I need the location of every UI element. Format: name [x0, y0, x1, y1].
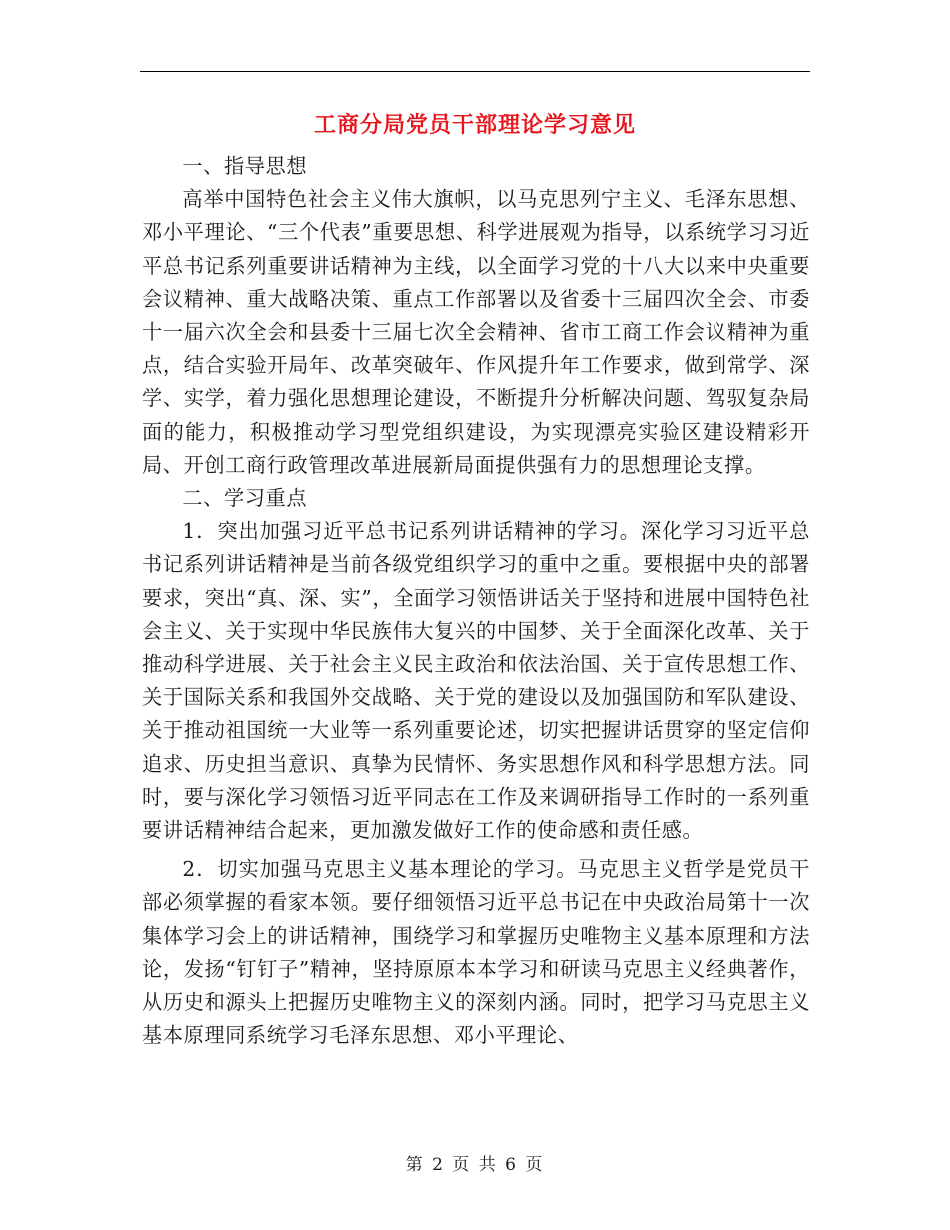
section-heading-guiding-ideology: 一、指导思想	[182, 154, 308, 178]
paragraph-study-item-1: 1．突出加强习近平总书记系列讲话精神的学习。深化学习习近平总书记系列讲话精神是当前各级党组织学习的重中之重。要根据中央的部署要求，突出“真、深、实”，全面学习领悟讲话关于坚持和进展中国特色社会主义、关于实现中华民族伟大复兴的中国梦、关于全面深化改革、关于推动科学进展、关于社会主义民主政治和依法治国、关于宣传思想工作、关于国际关系和我国外交战略、关于党的建设以及加强国防和军队建设、关于推动祖国统一大业等一系列重要论述，切实把握讲话贯穿的坚定信仰追求、历史担当意识、真挚为民情怀、务实思想作风和科学思想方法。同时，要与深化学习领悟习近平同志在工作及来调研指导工作时的一系列重要讲话精神结合起来，更加激发做好工作的使命感和责任感。	[142, 519, 810, 843]
paragraph-study-item-2: 2．切实加强马克思主义基本理论的学习。马克思主义哲学是党员干部必须掌握的看家本领。要仔细领悟习近平总书记在中央政治局第十一次集体学习会上的讲话精神，围绕学习和掌握历史唯物主义基本原理和方法论，发扬“钉钉子”精神，坚持原原本本学习和研读马克思主义经典著作，从历史和源头上把握历史唯物主义的深刻内涵。同时，把学习马克思主义基本原理同系统学习毛泽东思想、邓小平理论、	[142, 857, 810, 1048]
header-rule	[140, 71, 810, 72]
document-body	[142, 150, 810, 1052]
section-heading-study-focus: 二、学习重点	[182, 486, 308, 511]
document-title: 工商分局党员干部理论学习意见	[313, 112, 636, 138]
page-number-footer: 第 2 页 共 6 页	[405, 1155, 545, 1175]
paragraph-guiding-ideology: 高举中国特色社会主义伟大旗帜，以马克思列宁主义、毛泽东思想、邓小平理论、“三个代表”重要思想、科学进展观为指导，以系统学习习近平总书记系列重要讲话精神为主线，以全面学习党的十八大以来中央重要会议精神、重大战略决策、重点工作部署以及省委十三届四次全会、市委十一届六次全会和县委十三届七次全会精神、省市工商工作会议精神为重点，结合实验开局年、改革突破年、作风提升年工作要求，做到常学、深学、实学，着力强化思想理论建设，不断提升分析解决问题、驾驭复杂局面的能力，积极推动学习型党组织建设，为实现漂亮实验区建设精彩开局、开创工商行政管理改革进展新局面提供强有力的思想理论支撑。	[142, 187, 810, 477]
